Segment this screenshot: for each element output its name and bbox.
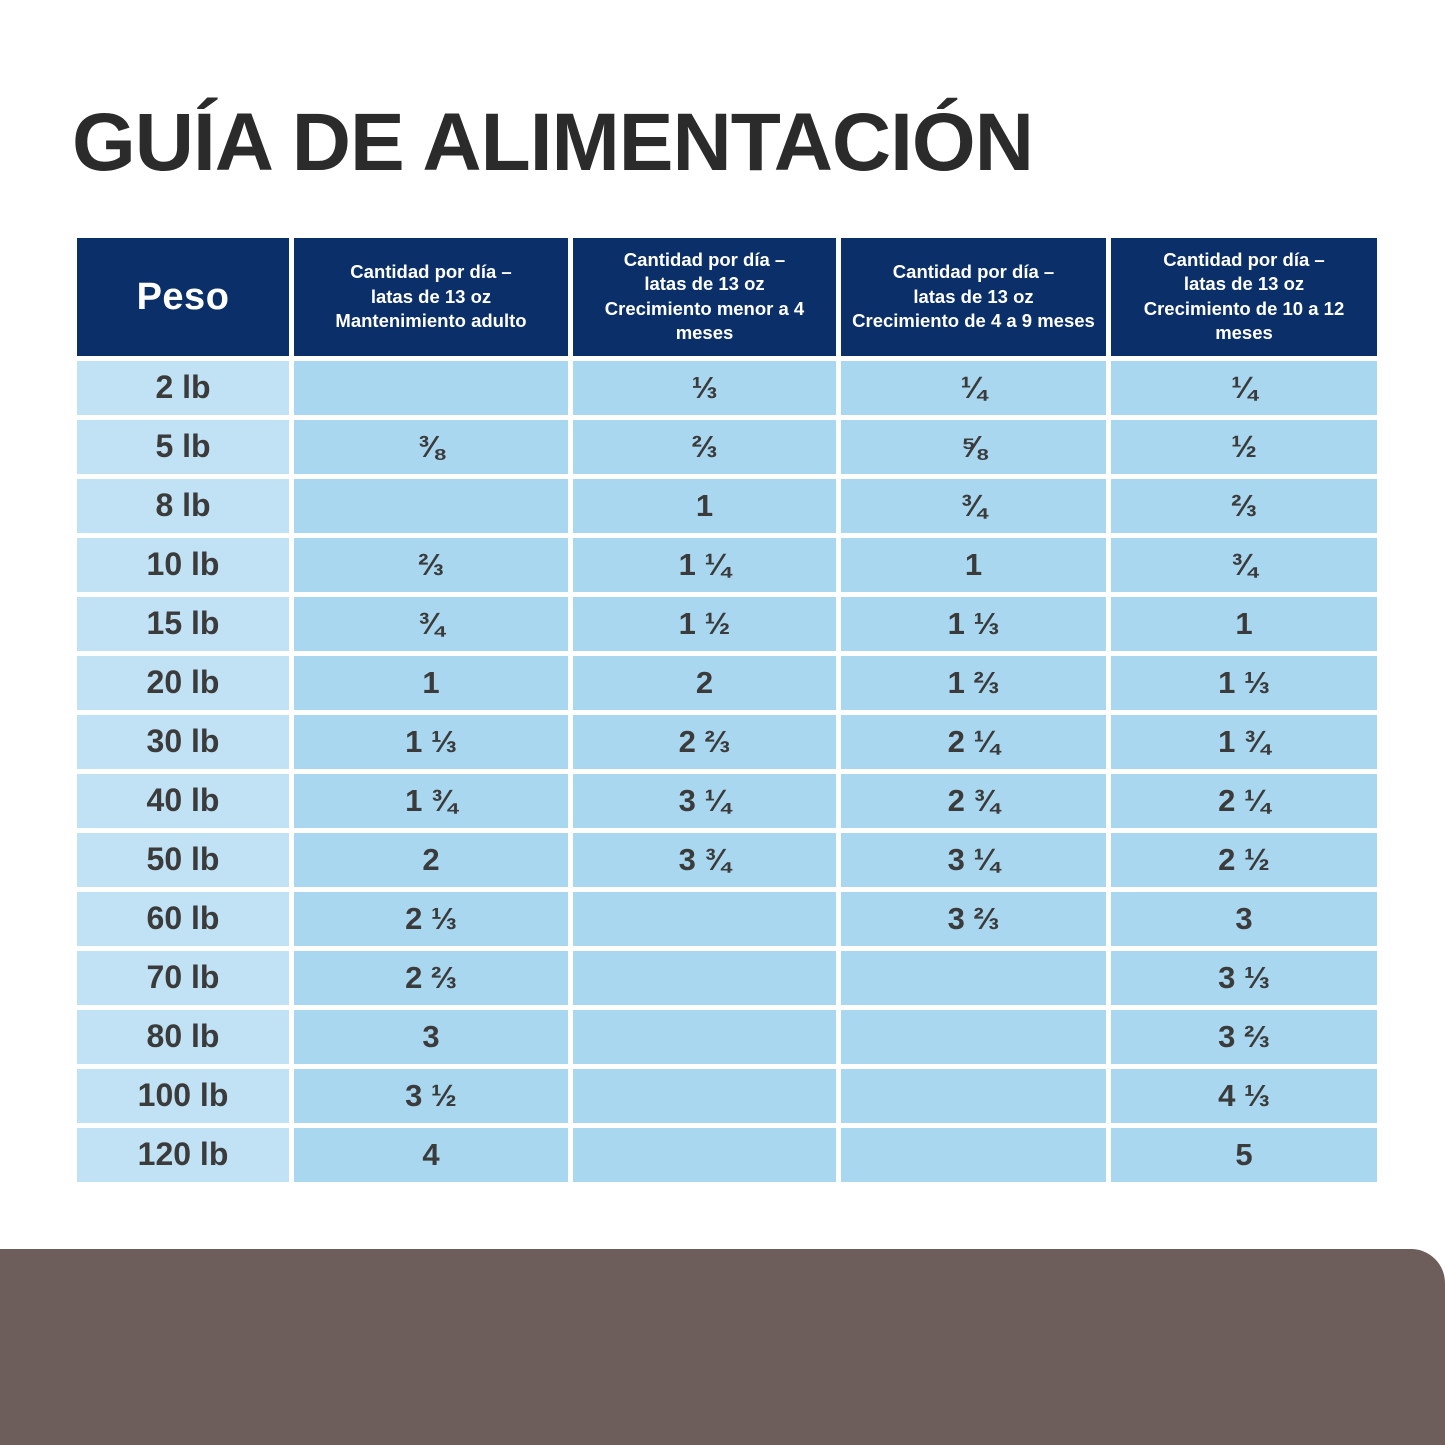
cell-adult: 2 (294, 833, 568, 887)
column-header-lt4-line3: Crecimiento menor a 4 meses (604, 297, 805, 344)
cell-10-12: 2 ½ (1111, 833, 1377, 887)
column-header-adult-maintenance (294, 238, 568, 356)
table-row (77, 1128, 1377, 1182)
cell-weight: 60 lb (77, 892, 289, 946)
cell-10-12: ¾ (1111, 538, 1377, 592)
cell-10-12: 3 (1111, 892, 1377, 946)
column-header-adult-line2: latas de 13 oz (370, 285, 492, 307)
cell-10-12: 3 ⅔ (1111, 1010, 1377, 1064)
table-header-row (77, 238, 1377, 356)
cell-lt4 (573, 1010, 836, 1064)
cell-weight: 80 lb (77, 1010, 289, 1064)
cell-lt4: 3 ¾ (573, 833, 836, 887)
cell-10-12: 1 ⅓ (1111, 656, 1377, 710)
cell-4-9: 3 ⅔ (841, 892, 1106, 946)
cell-4-9: ⅝ (841, 420, 1106, 474)
cell-adult: 2 ⅔ (294, 951, 568, 1005)
table-row (77, 715, 1377, 769)
cell-weight: 30 lb (77, 715, 289, 769)
footer-band (0, 1249, 1445, 1445)
column-header-adult-line1: Cantidad por día – (350, 261, 512, 283)
cell-10-12: ⅔ (1111, 479, 1377, 533)
table-header (77, 238, 1377, 356)
cell-adult (294, 479, 568, 533)
column-header-growth-10-to-12-months (1111, 238, 1377, 356)
table-row (77, 597, 1377, 651)
cell-weight: 100 lb (77, 1069, 289, 1123)
cell-4-9: 1 ⅔ (841, 656, 1106, 710)
cell-10-12: 1 (1111, 597, 1377, 651)
cell-lt4 (573, 951, 836, 1005)
column-header-10-12-line1: Cantidad por día – (1163, 249, 1325, 270)
column-header-10-12-line2: latas de 13 oz (1183, 273, 1305, 295)
cell-10-12: 5 (1111, 1128, 1377, 1182)
column-header-4-9-line2: latas de 13 oz (913, 285, 1034, 307)
cell-adult: ¾ (294, 597, 568, 651)
table-row (77, 479, 1377, 533)
cell-4-9 (841, 1010, 1106, 1064)
cell-4-9 (841, 1128, 1106, 1182)
column-header-10-12-line3: Crecimiento de 10 a 12 meses (1143, 297, 1345, 344)
cell-10-12: 3 ⅓ (1111, 951, 1377, 1005)
cell-lt4 (573, 1069, 836, 1123)
cell-adult: 1 ¾ (294, 774, 568, 828)
cell-weight: 40 lb (77, 774, 289, 828)
cell-weight: 8 lb (77, 479, 289, 533)
column-header-weight (77, 238, 289, 356)
column-header-4-9-line1: Cantidad por día – (892, 261, 1055, 283)
cell-weight: 20 lb (77, 656, 289, 710)
column-header-4-9-line3: Crecimiento de 4 a 9 meses (852, 310, 1095, 332)
cell-lt4: ⅓ (573, 361, 836, 415)
table-row (77, 361, 1377, 415)
cell-adult: 1 (294, 656, 568, 710)
cell-10-12: ½ (1111, 420, 1377, 474)
cell-4-9: 2 ¼ (841, 715, 1106, 769)
cell-4-9: 3 ¼ (841, 833, 1106, 887)
column-header-lt4-line2: latas de 13 oz (644, 273, 765, 295)
column-header-lt4-line1: Cantidad por día – (623, 249, 786, 270)
cell-adult: 3 ½ (294, 1069, 568, 1123)
cell-weight: 5 lb (77, 420, 289, 474)
page-title: GUÍA DE ALIMENTACIÓN (72, 97, 1033, 188)
table-row (77, 892, 1377, 946)
cell-adult (294, 361, 568, 415)
cell-lt4: 2 (573, 656, 836, 710)
cell-10-12: 2 ¼ (1111, 774, 1377, 828)
cell-4-9: ¾ (841, 479, 1106, 533)
cell-lt4: 3 ¼ (573, 774, 836, 828)
cell-4-9: ¼ (841, 361, 1106, 415)
table-row (77, 951, 1377, 1005)
cell-adult: ⅔ (294, 538, 568, 592)
cell-weight: 2 lb (77, 361, 289, 415)
cell-10-12: 1 ¾ (1111, 715, 1377, 769)
cell-4-9: 1 (841, 538, 1106, 592)
cell-lt4: ⅔ (573, 420, 836, 474)
cell-lt4: 1 (573, 479, 836, 533)
cell-4-9 (841, 1069, 1106, 1123)
table-row (77, 774, 1377, 828)
column-header-growth-4-to-9-months (841, 238, 1106, 356)
table-row (77, 656, 1377, 710)
cell-lt4: 1 ½ (573, 597, 836, 651)
table-row (77, 1069, 1377, 1123)
column-header-growth-under-4-months (573, 238, 836, 356)
cell-adult: 2 ⅓ (294, 892, 568, 946)
cell-weight: 70 lb (77, 951, 289, 1005)
column-header-adult-line3: Mantenimiento adulto (335, 310, 527, 332)
cell-adult: 3 (294, 1010, 568, 1064)
cell-weight: 10 lb (77, 538, 289, 592)
table-body (77, 361, 1377, 1182)
table-row (77, 1010, 1377, 1064)
cell-adult: ⅜ (294, 420, 568, 474)
table-row (77, 538, 1377, 592)
table-row (77, 420, 1377, 474)
cell-weight: 50 lb (77, 833, 289, 887)
feeding-guide-table (72, 233, 1382, 1187)
cell-4-9: 2 ¾ (841, 774, 1106, 828)
cell-weight: 15 lb (77, 597, 289, 651)
cell-lt4 (573, 1128, 836, 1182)
cell-weight: 120 lb (77, 1128, 289, 1182)
cell-4-9: 1 ⅓ (841, 597, 1106, 651)
cell-4-9 (841, 951, 1106, 1005)
cell-lt4: 2 ⅔ (573, 715, 836, 769)
cell-adult: 1 ⅓ (294, 715, 568, 769)
cell-lt4 (573, 892, 836, 946)
cell-10-12: ¼ (1111, 361, 1377, 415)
cell-adult: 4 (294, 1128, 568, 1182)
column-header-weight-label: Peso (136, 275, 230, 318)
cell-10-12: 4 ⅓ (1111, 1069, 1377, 1123)
table-row (77, 833, 1377, 887)
cell-lt4: 1 ¼ (573, 538, 836, 592)
